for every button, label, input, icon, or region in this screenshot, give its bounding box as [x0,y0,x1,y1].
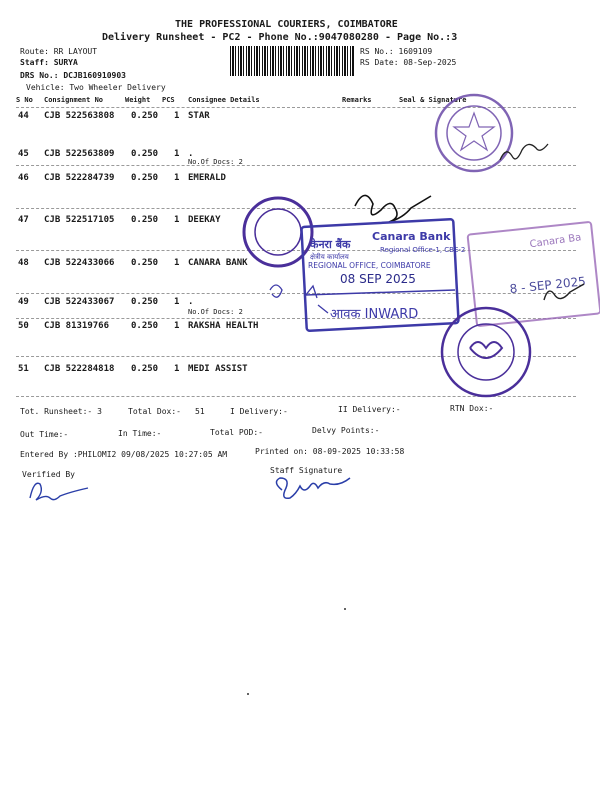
row-weight: 0.250 [131,321,159,331]
row-consignment: CJB 522563809 [44,149,115,159]
speck [344,608,346,610]
i-delivery: I Delivery:- [230,407,288,416]
row-sno: 51 [18,364,29,374]
col-pcs: PCS [162,96,175,104]
row-subnote: No.Of Docs: 2 [188,158,243,166]
staff-signature-label: Staff Signature [270,466,343,475]
row-sno: 49 [18,297,29,307]
company-name: THE PROFESSIONAL COURIERS, COIMBATORE [175,19,398,30]
canara-region: REGIONAL OFFICE, COIMBATORE [308,261,431,270]
row-consignment: CJB 522563808 [44,111,115,121]
total-dox-label: Total Dox:- [128,407,181,416]
row-sno: 44 [18,111,29,121]
col-seal: Seal & Signature [399,96,467,104]
row-subnote: No.Of Docs: 2 [188,308,243,316]
canara-date: 08 SEP 2025 [340,272,416,286]
row-pcs: 1 [174,111,180,121]
row-details: DEEKAY [188,215,221,225]
row-sno: 47 [18,215,29,225]
barcode [230,46,354,76]
row-details: . [188,149,194,159]
row-weight: 0.250 [131,258,159,268]
canara-inward-stamp [301,219,458,331]
staff-label: Staff: SURYA [20,58,78,67]
col-consignment: Consignment No [44,96,104,104]
delvy-points: Delvy Points:- [312,426,380,435]
total-dox-value: 51 [195,407,205,416]
staff-signature [276,478,350,498]
row-weight: 0.250 [131,215,159,225]
row-details: RAKSHA HEALTH [188,321,259,331]
row-pcs: 1 [174,321,180,331]
row-sno: 50 [18,321,29,331]
canara-hindi2: क्षेत्रीय कार्यालय [310,253,349,261]
col-sno: S No [16,96,33,104]
canara-hindi: केनरा बैंक [310,238,351,251]
verified-by-label: Verified By [22,470,75,479]
row-details: EMERALD [188,173,226,183]
row-consignment: CJB 522284818 [44,364,115,374]
row-weight: 0.250 [131,173,159,183]
row-divider [16,396,576,397]
row-pcs: 1 [174,297,180,307]
table-row [0,173,600,187]
canara-inward: आवक INWARD [330,307,419,322]
rtn-dox: RTN Dox:- [450,404,494,413]
row-sno: 46 [18,173,29,183]
row-consignment: CJB 522433066 [44,258,115,268]
row-details: CANARA BANK [188,258,248,268]
tot-runsheet: Tot. Runsheet:- 3 [20,407,102,416]
row-weight: 0.250 [131,364,159,374]
runsheet-subtitle: Delivery Runsheet - PC2 - Phone No.:9047080280 - Page No.:3 [102,32,458,43]
col-weight: Weight [125,96,151,104]
ii-delivery: II Delivery:- [338,405,401,414]
col-details: Consignee Details [188,96,260,104]
row-weight: 0.250 [131,149,159,159]
row-divider [16,250,576,251]
row-details: STAR [188,111,210,121]
canara2-title: Canara Ba [528,232,582,251]
row-sno: 45 [18,149,29,159]
table-row [0,111,600,125]
table-row [0,364,600,378]
row-pcs: 1 [174,364,180,374]
canara-title: Canara Bank [372,230,451,243]
row-divider [16,165,576,166]
row-consignment: CJB 522433067 [44,297,115,307]
row-weight: 0.250 [131,111,159,121]
row-details: MEDI ASSIST [188,364,248,374]
row-pcs: 1 [174,258,180,268]
header-divider [16,107,576,108]
row-divider [16,356,576,357]
row-details: . [188,297,194,307]
total-pod: Total POD:- [210,428,263,437]
verified-signature [30,483,88,500]
route-label: Route: RR LAYOUT [20,47,98,56]
entered-by: Entered By :PHILOMI2 09/08/2025 10:27:05 AM [20,450,228,459]
table-row [0,258,600,272]
row-pcs: 1 [174,215,180,225]
out-time: Out Time:- [20,430,69,439]
row-consignment: CJB 81319766 [44,321,110,331]
rs-date: RS Date: 08-Sep-2025 [360,58,457,67]
row-consignment: CJB 522284739 [44,173,115,183]
vehicle-label: Vehicle: Two Wheeler Delivery [26,83,166,92]
table-row [0,215,600,229]
table-row [0,149,600,163]
row-divider [16,208,576,209]
printed-on: Printed on: 08-09-2025 10:33:58 [255,447,405,456]
canara2-date: 8 - SEP 2025 [509,274,587,297]
row-consignment: CJB 522517105 [44,215,115,225]
row-pcs: 1 [174,149,180,159]
row-sno: 48 [18,258,29,268]
in-time: In Time:- [118,429,162,438]
row-divider [16,318,576,319]
canara-office: Regional Office-1, CBE-2 [380,246,466,254]
drs-number: DRS No.: DCJB160910903 [20,71,126,80]
row-divider [16,293,576,294]
table-row [0,297,600,311]
table-row [0,321,600,335]
row-pcs: 1 [174,173,180,183]
col-remarks: Remarks [342,96,372,104]
rs-number: RS No.: 1609109 [360,47,433,56]
speck [247,693,249,695]
row-weight: 0.250 [131,297,159,307]
